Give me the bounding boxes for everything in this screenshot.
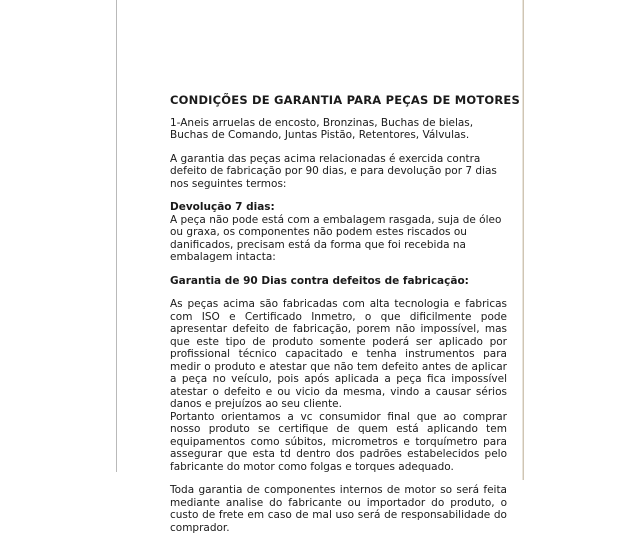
document-body xyxy=(170,93,520,545)
devolucao-body-paragraph: A peça não pode está com a embalagem rasgada, suja de óleo ou graxa, os componentes não podem estes riscados ou danificados, precisam está da forma que foi recebida na embalagem intacta: xyxy=(170,213,502,263)
page-left-edge-line xyxy=(116,0,117,472)
section-heading-devolucao: Devolução 7 dias: xyxy=(170,201,275,213)
parts-list-paragraph: 1-Aneis arruelas de encosto, Bronzinas, Buchas de bielas, Buchas de Comando, Juntas Pistão, Retentores, Válvulas. xyxy=(170,116,474,141)
garantia-body-paragraph-1: As peças acima são fabricadas com alta tecnologia e fabricas com ISO e Certificado Inmetro, o que dificilmente pode apresentar defeito de fabricação, porem não impossível, mas que este tipo de produto somente poderá ser aplicado por profissional técnico capacitado e tenha instrumentos para medir o produto e atestar que não tem defeito antes de aplicar a peça no veículo, pois após aplicada a peça fica impossível atestar o defeito e ou vicio da mesma, vindo a causar sérios danos e prejuízos ao seu cliente. xyxy=(170,298,507,410)
section-heading-garantia-90-dias: Garantia de 90 Dias contra defeitos de fabricação: xyxy=(170,274,469,287)
page-right-edge-line xyxy=(522,0,524,480)
document-title: CONDIÇÕES DE GARANTIA PARA PEÇAS DE MOTORES xyxy=(170,93,520,107)
closing-paragraph: Toda garantia de componentes internos de motor so será feita mediante analise do fabricante ou importador do produto, o custo de frete em caso de mal uso será de responsabilidade do comprador. xyxy=(170,484,507,534)
garantia-body-paragraph-2: Portanto orientamos a vc consumidor final que ao comprar nosso produto se certifique de quem está aplicando tem equipamentos como súbitos, micrometros e torquímetro para assegurar que esta td dentro dos padrões estabelecidos pelo fabricante do motor como folgas e torques adequado. xyxy=(170,410,507,473)
warranty-terms-paragraph: A garantia das peças acima relacionadas é exercida contra defeito de fabricação por 90 dias, e para devolução por 7 dias nos seguintes termos: xyxy=(170,152,497,190)
